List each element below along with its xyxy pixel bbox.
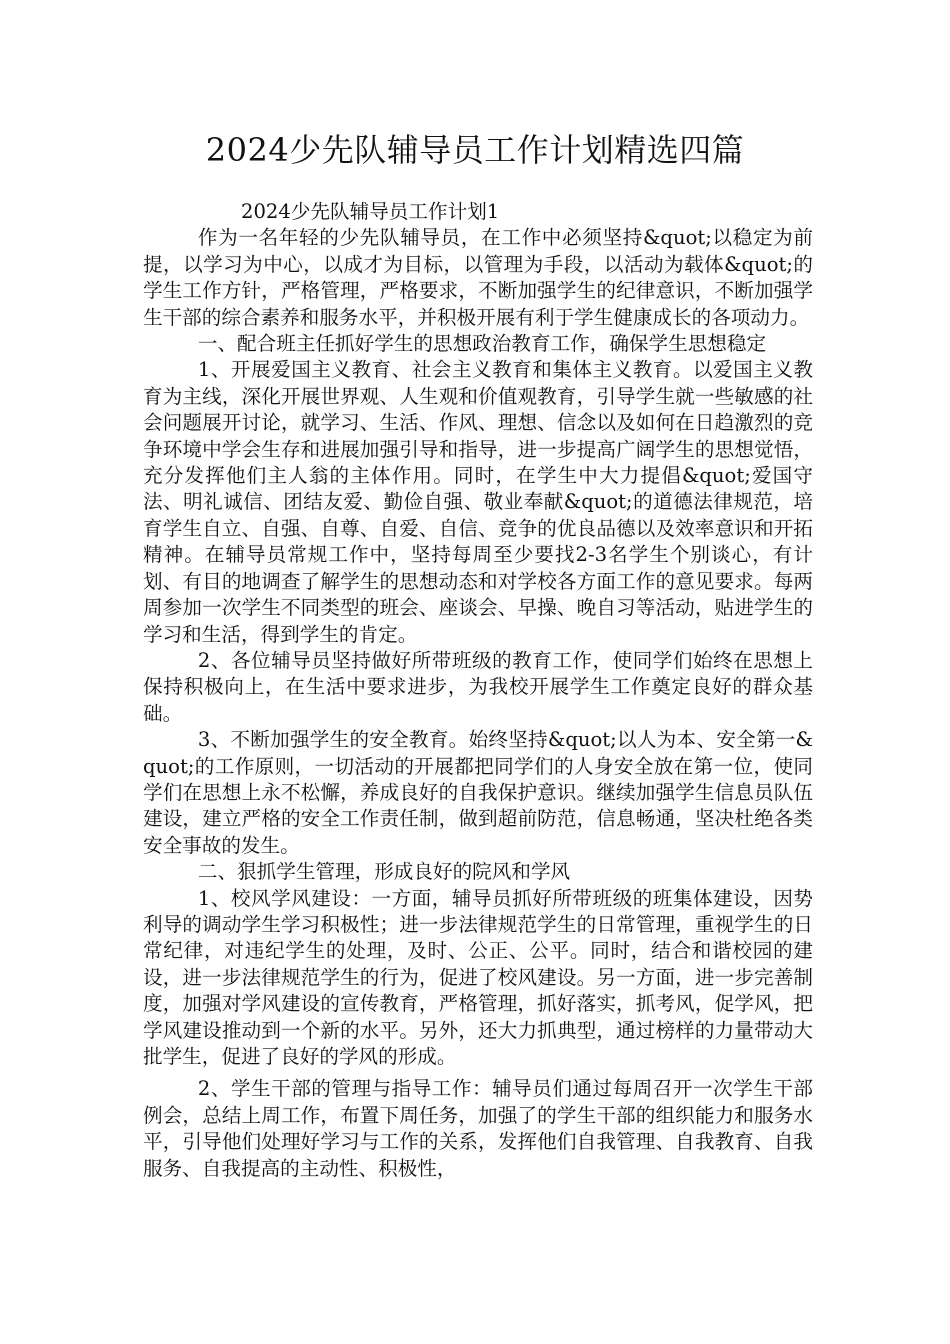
- body-paragraph: 1、开展爱国主义教育、社会主义教育和集体主义教育。以爱国主义教育为主线，深化开展世界观、人生观和价值观教育，引导学生就一些敏感的社会问题展开讨论，就学习、生活、作风、理想、信念以及如何在日趋激烈的竞争环境中学会生存和进展加强引导和指导，进一步提高广阔学生的思想觉悟，充分发挥他们主人翁的主体作用。同时，在学生中大力提倡&quot;爱国守法、明礼诚信、团结友爱、勤俭自强、敬业奉献&quot;的道德法律规范，培育学生自立、自强、自尊、自爱、自信、竞争的优良品德以及效率意识和开拓精神。在辅导员常规工作中，坚持每周至少要找2-3名学生个别谈心，有计划、有目的地调查了解学生的思想动态和对学校各方面工作的意见要求。每两周参加一次学生不同类型的班会、座谈会、早操、晚自习等活动，贴进学生的学习和生活，得到学生的肯定。: [143, 358, 813, 646]
- body-paragraph: 1、校风学风建设：一方面，辅导员抓好所带班级的班集体建设，因势利导的调动学生学习积极性；进一步法律规范学生的日常管理，重视学生的日常纪律，对违纪学生的处理，及时、公正、公平。同时，结合和谐校园的建设，进一步法律规范学生的行为，促进了校风建设。另一方面，进一步完善制度，加强对学风建设的宣传教育，严格管理，抓好落实，抓考风，促学风，把学风建设推动到一个新的水平。另外，还大力抓典型，通过榜样的力量带动大批学生，促进了良好的学风的形成。: [143, 886, 813, 1068]
- section-subtitle: 2024少先队辅导员工作计划1: [241, 200, 500, 223]
- body-paragraph: 2、各位辅导员坚持做好所带班级的教育工作，使同学们始终在思想上保持积极向上，在生活中要求进步，为我校开展学生工作奠定良好的群众基础。: [143, 648, 813, 725]
- body-paragraph: 3、不断加强学生的安全教育。始终坚持&quot;以人为本、安全第一&quot;的工作原则，一切活动的开展都把同学们的人身安全放在第一位，使同学们在思想上永不松懈，养成良好的自我保护意识。继续加强学生信息员队伍建设，建立严格的安全工作责任制，做到超前防范，信息畅通，坚决杜绝各类安全事故的发生。: [143, 728, 813, 857]
- document-body: [143, 199, 813, 1182]
- section-heading-2: 二、狠抓学生管理，形成良好的院风和学风: [197, 860, 571, 884]
- intro-paragraph: 作为一名年轻的少先队辅导员，在工作中必须坚持&quot;以稳定为前提，以学习为中心，以成才为目标，以管理为手段，以活动为载体&quot;的学生工作方针，严格管理，严格要求，不断加强学生的纪律意识，不断加强学生干部的综合素养和服务水平，并积极开展有利于学生健康成长的各项动力。: [143, 226, 813, 329]
- body-paragraph: 2、学生干部的管理与指导工作：辅导员们通过每周召开一次学生干部例会，总结上周工作，布置下周任务，加强了的学生干部的组织能力和服务水平，引导他们处理好学习与工作的关系，发挥他们自我管理、自我教育、自我服务、自我提高的主动性、积极性，: [143, 1077, 813, 1180]
- document-title: 2024少先队辅导员工作计划精选四篇: [205, 131, 745, 169]
- section-heading-1: 一、配合班主任抓好学生的思想政治教育工作，确保学生思想稳定: [197, 332, 767, 356]
